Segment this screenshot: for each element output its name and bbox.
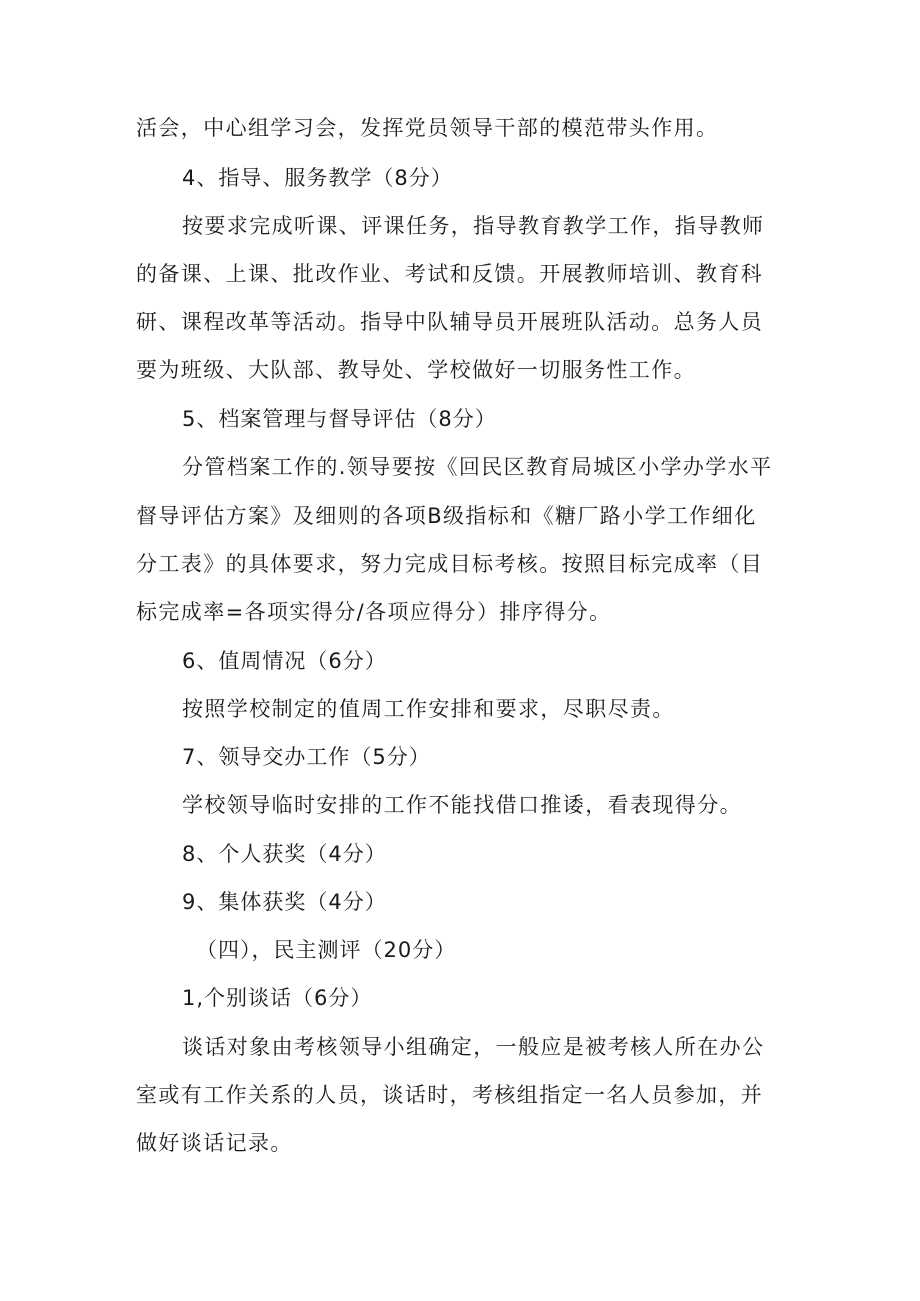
paragraph-line: 谈话对象由考核领导小组确定，一般应是被考核人所在办公 <box>182 1035 765 1059</box>
paragraph-line: 活会，中心组学习会，发挥党员领导干部的模范带头作用。 <box>136 116 719 140</box>
section-heading: 7、领导交办工作（5分） <box>182 745 431 769</box>
section-heading: 6、值周情况（6分） <box>182 649 387 673</box>
paragraph-line: 标完成率=各项实得分/各项应得分）排序得分。 <box>136 600 612 624</box>
section-heading: 4、指导、服务教学（8分） <box>182 166 453 190</box>
section-heading: 9、集体获奖（4分） <box>182 890 387 914</box>
paragraph-line: 按要求完成听课、评课任务，指导教育教学工作，指导教师 <box>182 214 765 238</box>
paragraph-line: 分管档案工作的.领导要按《回民区教育局城区小学办学水平 <box>182 455 773 479</box>
paragraph-line: 研、课程改革等活动。指导中队辅导员开展班队活动。总务人员 <box>136 310 764 334</box>
paragraph-line: 学校领导临时安排的工作不能找借口推诿，看表现得分。 <box>182 793 742 817</box>
paragraph-line: 按照学校制定的值周工作安排和要求，尽职尽责。 <box>182 697 675 721</box>
subsection-heading: 1,个别谈话（6分） <box>182 986 373 1010</box>
paragraph-line: 的备课、上课、批改作业、考试和反馈。开展教师培训、教育科 <box>136 262 764 286</box>
paragraph-line: 室或有工作关系的人员，谈话时，考核组指定一名人员参加，并 <box>136 1083 764 1107</box>
paragraph-line: 要为班级、大队部、教导处、学校做好一切服务性工作。 <box>136 358 696 382</box>
section-heading: （四），民主测评（20分） <box>196 938 457 962</box>
section-heading: 5、档案管理与督导评估（8分） <box>182 407 497 431</box>
section-heading: 8、个人获奖（4分） <box>182 842 387 866</box>
paragraph-line: 做好谈话记录。 <box>136 1131 293 1155</box>
paragraph-line: 分工表》的具体要求，努力完成目标考核。按照目标完成率（目 <box>136 552 764 576</box>
paragraph-line: 督导评估方案》及细则的各项B级指标和《糖厂路小学工作细化 <box>136 504 757 528</box>
